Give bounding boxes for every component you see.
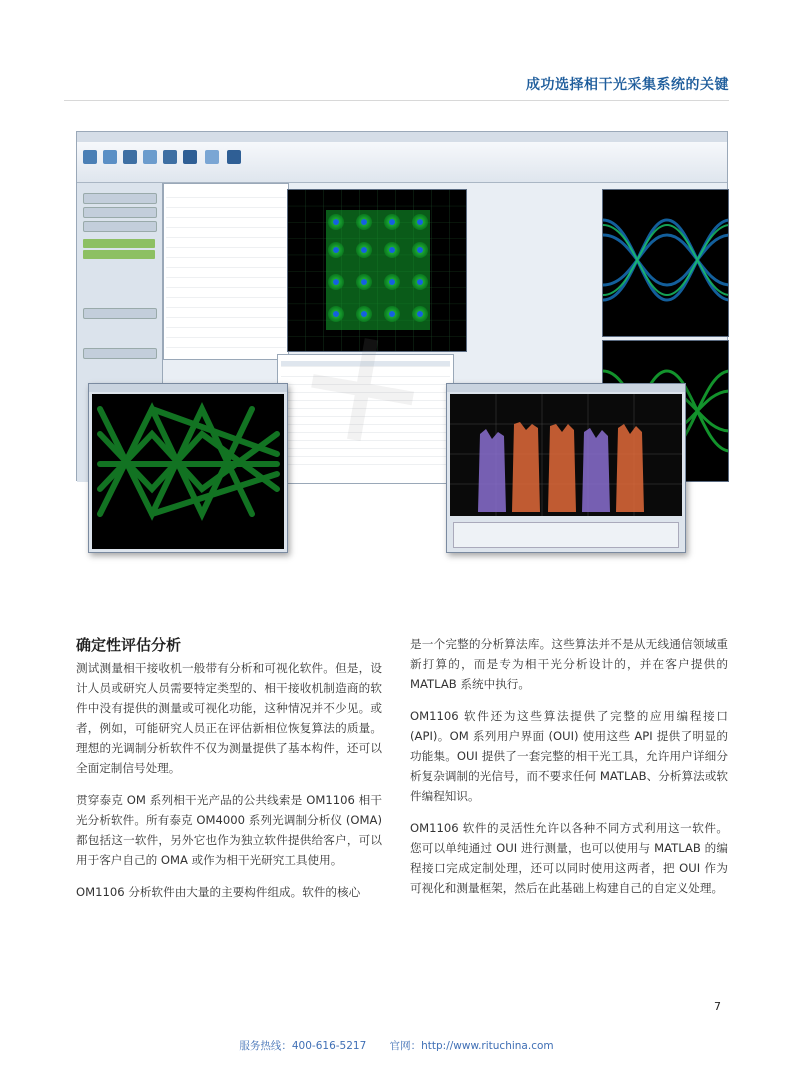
status-indicator — [83, 239, 155, 248]
table-row — [281, 411, 450, 417]
table-row — [281, 403, 450, 409]
constellation-center — [333, 279, 339, 285]
constellation-center — [417, 279, 423, 285]
control-button — [83, 308, 157, 319]
prop-row — [166, 222, 286, 228]
page-number: 7 — [714, 1000, 721, 1013]
prop-row — [166, 312, 286, 318]
table-row — [281, 395, 450, 401]
paragraph: OM1106 软件的灵活性允许以各种不同方式利用这一软件。您可以单纯通过 OUI 进行测量，也可以使用与 MATLAB 的编程接口完成定制处理，还可以同时使用这两者，把 OUI 作为可视化和测量框架，然后在此基础上构建自己的自定义处理。 — [410, 821, 728, 895]
constellation-center — [417, 247, 423, 253]
properties-panel — [163, 183, 289, 360]
prop-row — [166, 342, 286, 348]
constellation-center — [333, 247, 339, 253]
constellation-center — [333, 219, 339, 225]
ribbon-icon — [83, 150, 97, 164]
prop-row — [166, 332, 286, 338]
paragraph: 是一个完整的分析算法库。这些算法并不是从无线通信领域重新打算的，而是专为相干光分析设计的，并在客户提供的 MATLAB 系统中执行。 — [410, 637, 728, 691]
prop-row — [166, 322, 286, 328]
ribbon-toolbar — [77, 142, 727, 183]
status-indicator — [83, 250, 155, 259]
table-row — [281, 451, 450, 457]
header-rule — [64, 100, 729, 101]
window-titlebar — [77, 132, 727, 142]
table-row — [281, 361, 450, 367]
right-column — [410, 634, 728, 910]
spectrum-plot — [450, 394, 682, 516]
floating-window-3d-eye — [88, 383, 288, 553]
measurement-table — [277, 354, 454, 484]
constellation-center — [361, 247, 367, 253]
window-title-bar — [89, 384, 287, 392]
constellation-center — [361, 311, 367, 317]
prop-row — [166, 242, 286, 248]
header-title: 成功选择相干光采集系统的关键 — [526, 77, 729, 93]
table-row — [281, 379, 450, 385]
constellation-plot — [287, 189, 467, 352]
paragraph: OM1106 分析软件由大量的主要构件组成。软件的核心 — [76, 885, 361, 899]
table-row — [281, 371, 450, 377]
table-row — [281, 459, 450, 465]
control-button — [83, 193, 157, 204]
paragraph: OM1106 软件还为这些算法提供了完整的应用编程接口 (API)。OM 系列用户界面 (OUI) 使用这些 API 提供了明显的功能集。OUI 提供了一套完整的相干光工具，允许用户详细分析复杂调制的光信号，而不要求任何 MATLAB、分析算法或软件编程知识。 — [410, 709, 728, 803]
constellation-center — [389, 247, 395, 253]
footer-hotline: 服务热线：400-616-5217 — [239, 1040, 367, 1052]
prop-row — [166, 252, 286, 258]
constellation-center — [361, 219, 367, 225]
ribbon-icon — [227, 150, 241, 164]
constellation-center — [361, 279, 367, 285]
prop-row — [166, 212, 286, 218]
table-row — [281, 435, 450, 441]
table-row — [281, 387, 450, 393]
prop-row — [166, 302, 286, 308]
constellation-center — [333, 311, 339, 317]
footer-website[interactable]: 官网：http://www.rituchina.com — [389, 1040, 554, 1052]
3d-eye-plot — [92, 394, 284, 549]
prop-row — [166, 202, 286, 208]
software-screenshot-composite — [76, 131, 728, 551]
constellation-center — [389, 219, 395, 225]
ribbon-icon — [183, 150, 197, 164]
constellation-center — [417, 219, 423, 225]
constellation-center — [417, 311, 423, 317]
prop-row — [166, 282, 286, 288]
paragraph: 贯穿泰克 OM 系列相干光产品的公共线索是 OM1106 相干光分析软件。所有泰克 OM4000 系列光调制分析仪 (OMA) 都包括这一软件，另外它也作为独立软件提供给客户，可以用于客户自己的 OMA 或作为相干光研究工具使用。 — [76, 793, 382, 867]
prop-row — [166, 272, 286, 278]
control-button — [83, 348, 157, 359]
constellation-center — [389, 279, 395, 285]
table-row — [281, 419, 450, 425]
table-row — [281, 427, 450, 433]
control-button — [83, 207, 157, 218]
window-title-bar — [447, 384, 685, 392]
table-row — [281, 443, 450, 449]
spectrum-controls — [453, 522, 679, 548]
prop-row — [166, 232, 286, 238]
prop-row — [166, 292, 286, 298]
control-button — [83, 221, 157, 232]
left-column — [76, 658, 382, 914]
footer — [0, 1038, 793, 1053]
ribbon-icon — [143, 150, 157, 164]
eye-diagram-top — [602, 189, 729, 337]
ribbon-icon — [103, 150, 117, 164]
prop-row — [166, 262, 286, 268]
ribbon-icon — [205, 150, 219, 164]
ribbon-icon — [123, 150, 137, 164]
paragraph: 测试测量相干接收机一般带有分析和可视化软件。但是，设计人员或研究人员需要特定类型的、相干接收机制造商的软件中没有提供的测量或可视化功能，这种情况并不少见。或者，例如，可能研究人员正在评估新相位恢复算法的质量。理想的光调制分析软件不仅为测量提供了基本构件，还可以全面定制信号处理。 — [76, 661, 382, 775]
floating-window-spectrum — [446, 383, 686, 553]
ribbon-icon — [163, 150, 177, 164]
constellation-center — [389, 311, 395, 317]
prop-row — [166, 192, 286, 198]
section-title: 确定性评估分析 — [76, 636, 182, 654]
